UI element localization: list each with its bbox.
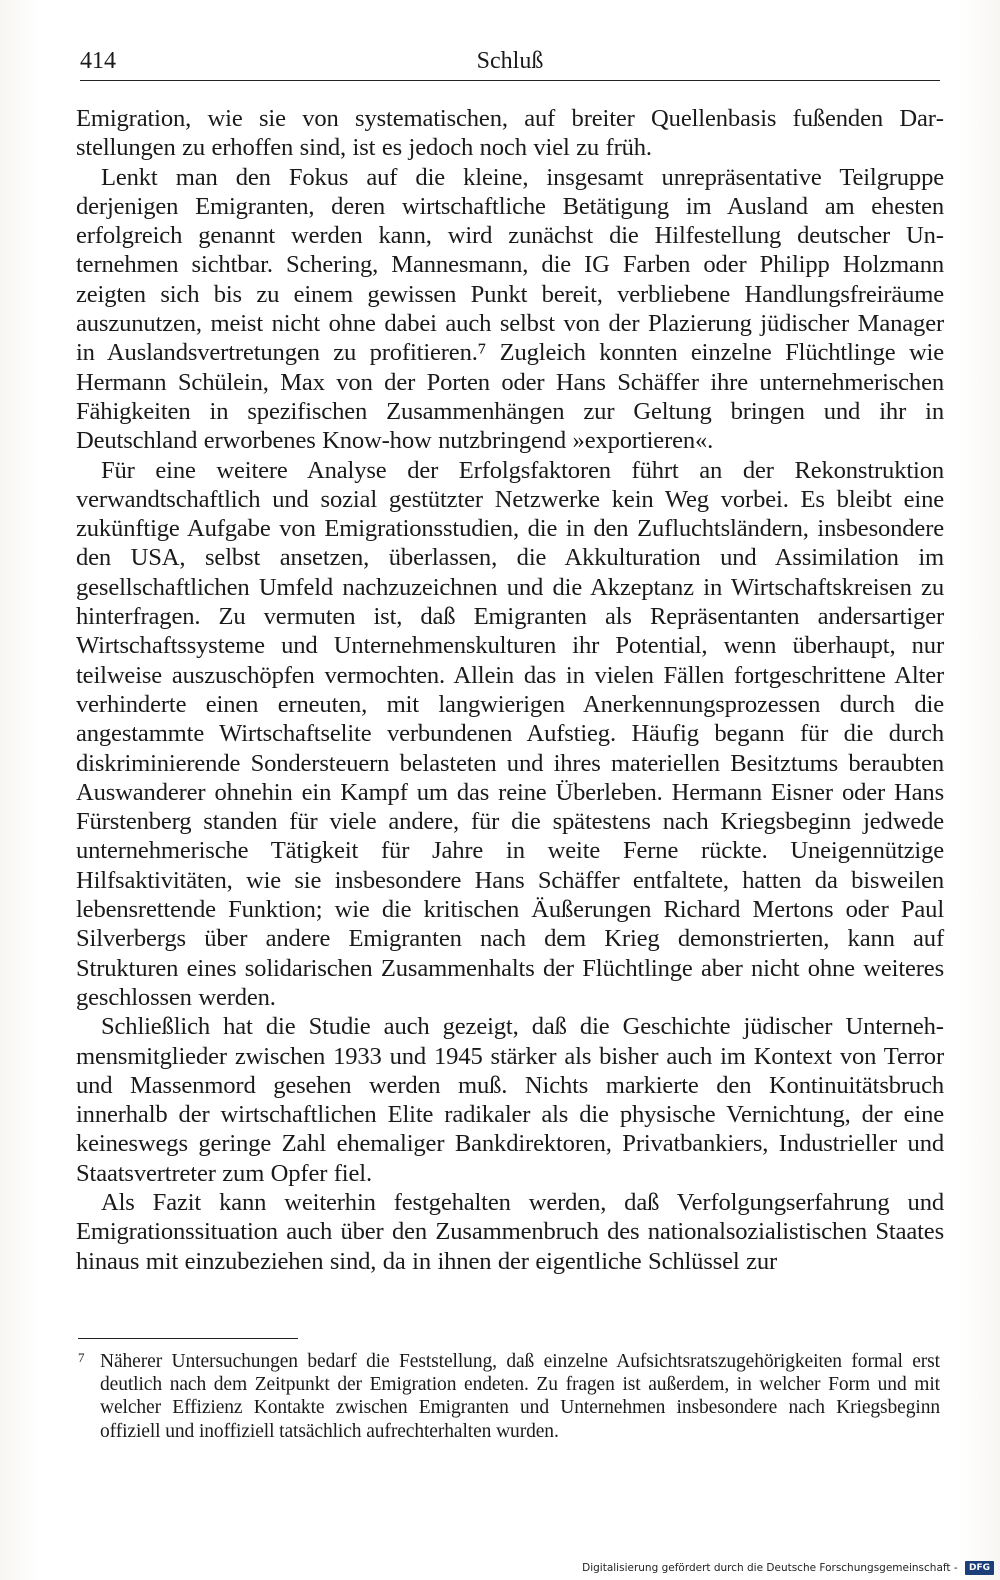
footnote-text: Näherer Untersuchungen bedarf die Feststellung, daß einzelne Aufsichtsratszugehörigkeiten formal erst deutlich nach dem Zeitpunkt der Emigration endeten. Zu fragen ist außerdem, in welcher Form und mit welcher Effizienz Kontakte zwischen Emigranten und Unternehmen insbesondere nach Kriegsbeginn offiziell und inoffiziell tatsächlich aufrechterhalten wurden.	[100, 1351, 940, 1442]
paragraph-5: Als Fazit kann weiterhin festgehalten werden, daß Verfolgungserfahrung und Emigrationssituation auch über den Zusammenbruch des nationalsozialistischen Staates hinaus mit einzubeziehen sind, da in ihnen der eigentliche Schlüssel zur	[76, 1188, 944, 1275]
footnote-rule	[78, 1338, 298, 1339]
running-title: Schluß	[476, 48, 544, 74]
page-number: 414	[80, 48, 116, 74]
banner-text: Digitalisierung gefördert durch die Deutsche Forschungsgemeinschaft -	[582, 1562, 958, 1574]
footnote-marker: 7	[78, 1350, 85, 1365]
paragraph-4: Schließlich hat die Studie auch gezeigt, daß die Geschichte jüdischer Unternehmensmitglieder zwischen 1933 und 1945 stärker als bisher auch im Kontext von Terror und Massenmord gesehen werden muß. Nichts markierte den Kontinuitätsbruch innerhalb der wirtschaftlichen Elite radikaler als die physische Vernichtung, der eine keineswegs geringe Zahl ehemaliger Bankdirektoren, Privatbankiers, Industrieller und Staatsvertreter zum Opfer fiel.	[76, 1013, 944, 1187]
footnote-7	[78, 1350, 940, 1443]
dfg-logo: DFG	[965, 1561, 994, 1575]
header-rule	[80, 80, 940, 81]
body-text	[76, 104, 944, 1276]
digitization-banner	[582, 1559, 994, 1577]
paragraph-2: Lenkt man den Fokus auf die kleine, insgesamt unrepräsentative Teilgruppe derjenigen Emigranten, deren wirtschaftliche Betätigung im Ausland am ehesten erfolgreich genannt werden kann, wird zunächst die Hilfestellung deutscher Unternehmen sichtbar. Schering, Mannesmann, die IG Farben oder Philipp Holzmann zeigten sich bis zu einem gewissen Punkt bereit, verbliebene Handlungsfreiräume auszunutzen, meist nicht ohne dabei auch selbst von der Plazierung jüdischer Manager in Auslandsvertretungen zu profitieren.⁷ Zugleich konnten einzelne Flüchtlinge wie Hermann Schülein, Max von der Porten oder Hans Schäffer ihre unternehmerischen Fähigkeiten in spezifischen Zusammenhängen zur Geltung bringen und ihr in Deutschland erworbenes Know-how nutzbringend »exportieren«.	[76, 163, 944, 455]
running-head	[80, 44, 940, 78]
paragraph-3: Für eine weitere Analyse der Erfolgsfaktoren führt an der Rekonstruktion verwandtschaftlich und sozial gestützter Netzwerke kein Weg vorbei. Es bleibt eine zukünftige Aufgabe von Emigrationsstudien, die in den Zufluchtsländern, insbesondere den USA, selbst ansetzen, überlassen, die Akkulturation und Assimilation im gesellschaftlichen Umfeld nachzuzeichnen und die Akzeptanz in Wirtschaftskreisen zu hinterfragen. Zu vermuten ist, daß Emigranten als Repräsentanten andersartiger Wirtschaftssysteme und Unternehmenskulturen ihr Potential, wenn überhaupt, nur teilweise auszuschöpfen vermochten. Allein das in vielen Fällen fortgeschrittene Alter verhinderte einen erneuten, mit langwierigen Anerkennungsprozessen durch die angestammte Wirtschaftselite verbundenen Aufstieg. Häufig begann für die durch diskriminierende Sondersteuern belasteten und ihres materiellen Besitztums beraubten Auswanderer ohnehin ein Kampf um das reine Überleben. Hermann Eisner oder Hans Fürstenberg standen für viele andere, für die spätestens nach Kriegsbeginn jedwede unternehmerische Tätigkeit für Jahre in weite Ferne rückte. Uneigennützige Hilfsaktivitäten, wie sie insbesondere Hans Schäffer entfaltete, hatten da bisweilen lebensrettende Funktion; wie die kritischen Äußerungen Richard Mertons oder Paul Silverbergs über andere Emigranten nach dem Krieg demonstrierten, kann auf Strukturen eines solidarischen Zusammenhalts der Flüchtlinge aber nicht ohne weiteres geschlossen werden.	[76, 456, 944, 1011]
paragraph-1: Emigration, wie sie von systematischen, auf breiter Quellenbasis fußenden Darstellungen zu erhoffen sind, ist es jedoch noch viel zu früh.	[76, 105, 944, 162]
